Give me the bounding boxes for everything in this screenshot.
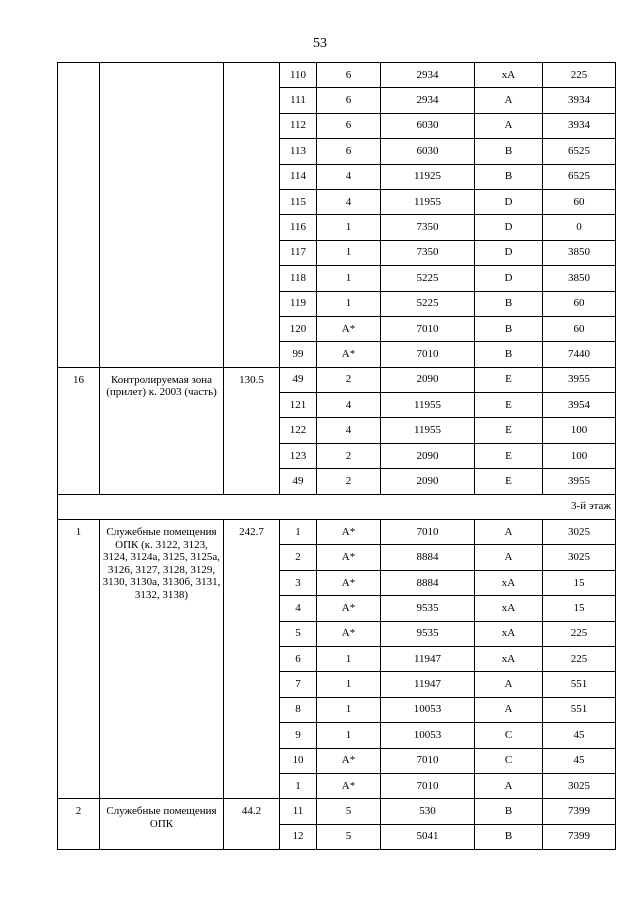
value-1-cell: 11925: [381, 164, 475, 189]
value-2-cell: 60: [543, 189, 616, 214]
zone-cell: С: [475, 748, 543, 773]
points-table: [57, 62, 616, 850]
value-2-cell: 45: [543, 748, 616, 773]
value-1-cell: 11947: [381, 672, 475, 697]
value-1-cell: 11955: [381, 189, 475, 214]
category-cell: 1: [317, 672, 381, 697]
value-2-cell: 3025: [543, 520, 616, 545]
zone-cell: В: [475, 164, 543, 189]
category-cell: 1: [317, 215, 381, 240]
value-2-cell: 3955: [543, 367, 616, 392]
point-number-cell: 49: [280, 367, 317, 392]
point-number-cell: 113: [280, 139, 317, 164]
point-number-cell: 2: [280, 545, 317, 570]
room-area: 44.2: [224, 799, 280, 850]
value-1-cell: 5225: [381, 291, 475, 316]
point-number-cell: 110: [280, 63, 317, 88]
value-1-cell: 2934: [381, 88, 475, 113]
zone-cell: А: [475, 88, 543, 113]
category-cell: 5: [317, 824, 381, 849]
zone-cell: хА: [475, 570, 543, 595]
value-1-cell: 10053: [381, 697, 475, 722]
value-2-cell: 60: [543, 316, 616, 341]
value-1-cell: 8884: [381, 545, 475, 570]
value-1-cell: 2934: [381, 63, 475, 88]
zone-cell: Е: [475, 367, 543, 392]
points-table-body: [58, 63, 616, 850]
category-cell: 2: [317, 443, 381, 468]
zone-cell: хА: [475, 596, 543, 621]
point-number-cell: 3: [280, 570, 317, 595]
value-2-cell: 6525: [543, 164, 616, 189]
zone-cell: А: [475, 697, 543, 722]
zone-cell: D: [475, 189, 543, 214]
point-number-cell: 11: [280, 799, 317, 824]
value-1-cell: 11955: [381, 418, 475, 443]
category-cell: 1: [317, 697, 381, 722]
point-number-cell: 122: [280, 418, 317, 443]
category-cell: 6: [317, 88, 381, 113]
category-cell: А*: [317, 316, 381, 341]
category-cell: А*: [317, 342, 381, 367]
point-number-cell: 8: [280, 697, 317, 722]
room-area: 130.5: [224, 367, 280, 494]
zone-cell: А: [475, 672, 543, 697]
value-1-cell: 530: [381, 799, 475, 824]
value-2-cell: 3934: [543, 88, 616, 113]
zone-cell: В: [475, 291, 543, 316]
category-cell: 1: [317, 291, 381, 316]
point-number-cell: 118: [280, 266, 317, 291]
floor-label: 3-й этаж: [58, 494, 616, 519]
value-1-cell: 8884: [381, 570, 475, 595]
table-row: [58, 63, 616, 88]
value-2-cell: 3025: [543, 773, 616, 798]
zone-cell: А: [475, 773, 543, 798]
value-2-cell: 3954: [543, 393, 616, 418]
value-2-cell: 551: [543, 697, 616, 722]
category-cell: 1: [317, 266, 381, 291]
category-cell: А*: [317, 596, 381, 621]
room-name: Служебные помещения ОПК (к. 3122, 3123, 3124, 3124а, 3125, 3125а, 3126, 3127, 3128, 3129, 3130, 3130а, 3130б, 3131, 3132, 3138): [100, 520, 224, 799]
value-1-cell: 7010: [381, 748, 475, 773]
value-2-cell: 3025: [543, 545, 616, 570]
zone-cell: А: [475, 545, 543, 570]
point-number-cell: 5: [280, 621, 317, 646]
value-2-cell: 3934: [543, 113, 616, 138]
value-2-cell: 60: [543, 291, 616, 316]
category-cell: 6: [317, 113, 381, 138]
room-number: 1: [58, 520, 100, 799]
room-number: 16: [58, 367, 100, 494]
zone-cell: В: [475, 824, 543, 849]
category-cell: А*: [317, 621, 381, 646]
zone-cell: А: [475, 113, 543, 138]
value-1-cell: 5041: [381, 824, 475, 849]
value-2-cell: 225: [543, 63, 616, 88]
category-cell: А*: [317, 545, 381, 570]
category-cell: 4: [317, 418, 381, 443]
category-cell: 6: [317, 63, 381, 88]
value-2-cell: 7440: [543, 342, 616, 367]
zone-cell: Е: [475, 469, 543, 494]
value-1-cell: 6030: [381, 113, 475, 138]
zone-cell: Е: [475, 443, 543, 468]
value-1-cell: 2090: [381, 367, 475, 392]
value-1-cell: 7350: [381, 215, 475, 240]
category-cell: 2: [317, 367, 381, 392]
zone-cell: С: [475, 723, 543, 748]
value-1-cell: 7010: [381, 342, 475, 367]
value-2-cell: 3850: [543, 240, 616, 265]
table-row: [58, 367, 616, 392]
category-cell: А*: [317, 570, 381, 595]
value-2-cell: 100: [543, 418, 616, 443]
point-number-cell: 4: [280, 596, 317, 621]
value-2-cell: 6525: [543, 139, 616, 164]
point-number-cell: 123: [280, 443, 317, 468]
category-cell: 6: [317, 139, 381, 164]
value-2-cell: 225: [543, 646, 616, 671]
category-cell: 5: [317, 799, 381, 824]
category-cell: А*: [317, 748, 381, 773]
value-2-cell: 15: [543, 596, 616, 621]
value-2-cell: 45: [543, 723, 616, 748]
room-area: [224, 63, 280, 368]
category-cell: 4: [317, 393, 381, 418]
point-number-cell: 10: [280, 748, 317, 773]
point-number-cell: 117: [280, 240, 317, 265]
value-2-cell: 15: [543, 570, 616, 595]
point-number-cell: 121: [280, 393, 317, 418]
zone-cell: D: [475, 266, 543, 291]
value-1-cell: 2090: [381, 469, 475, 494]
value-1-cell: 6030: [381, 139, 475, 164]
room-area: 242.7: [224, 520, 280, 799]
category-cell: 1: [317, 723, 381, 748]
value-2-cell: 551: [543, 672, 616, 697]
room-name: Служебные помещения ОПК: [100, 799, 224, 850]
point-number-cell: 115: [280, 189, 317, 214]
zone-cell: Е: [475, 418, 543, 443]
zone-cell: хА: [475, 63, 543, 88]
page-number: 53: [313, 36, 327, 51]
zone-cell: В: [475, 139, 543, 164]
point-number-cell: 120: [280, 316, 317, 341]
value-2-cell: 3850: [543, 266, 616, 291]
zone-cell: D: [475, 215, 543, 240]
floor-header-row: [58, 494, 616, 519]
table-row: [58, 520, 616, 545]
point-number-cell: 99: [280, 342, 317, 367]
category-cell: А*: [317, 773, 381, 798]
table-row: [58, 799, 616, 824]
point-number-cell: 7: [280, 672, 317, 697]
value-1-cell: 2090: [381, 443, 475, 468]
value-2-cell: 0: [543, 215, 616, 240]
value-1-cell: 9535: [381, 596, 475, 621]
room-name: [100, 63, 224, 368]
value-1-cell: 7010: [381, 316, 475, 341]
category-cell: 4: [317, 164, 381, 189]
value-2-cell: 7399: [543, 824, 616, 849]
point-number-cell: 1: [280, 520, 317, 545]
category-cell: 1: [317, 646, 381, 671]
point-number-cell: 9: [280, 723, 317, 748]
value-2-cell: 3955: [543, 469, 616, 494]
value-1-cell: 5225: [381, 266, 475, 291]
category-cell: А*: [317, 520, 381, 545]
room-name: Контролируемая зона (прилет) к. 2003 (часть): [100, 367, 224, 494]
value-1-cell: 11955: [381, 393, 475, 418]
zone-cell: хА: [475, 621, 543, 646]
room-number: 2: [58, 799, 100, 850]
point-number-cell: 12: [280, 824, 317, 849]
category-cell: 1: [317, 240, 381, 265]
value-1-cell: 7010: [381, 773, 475, 798]
category-cell: 2: [317, 469, 381, 494]
point-number-cell: 116: [280, 215, 317, 240]
point-number-cell: 6: [280, 646, 317, 671]
point-number-cell: 119: [280, 291, 317, 316]
zone-cell: Е: [475, 393, 543, 418]
zone-cell: А: [475, 520, 543, 545]
zone-cell: В: [475, 799, 543, 824]
value-2-cell: 100: [543, 443, 616, 468]
zone-cell: хА: [475, 646, 543, 671]
value-1-cell: 7010: [381, 520, 475, 545]
point-number-cell: 111: [280, 88, 317, 113]
zone-cell: D: [475, 240, 543, 265]
value-1-cell: 7350: [381, 240, 475, 265]
point-number-cell: 49: [280, 469, 317, 494]
value-2-cell: 7399: [543, 799, 616, 824]
value-2-cell: 225: [543, 621, 616, 646]
category-cell: 4: [317, 189, 381, 214]
value-1-cell: 10053: [381, 723, 475, 748]
point-number-cell: 112: [280, 113, 317, 138]
room-number: [58, 63, 100, 368]
point-number-cell: 114: [280, 164, 317, 189]
zone-cell: В: [475, 316, 543, 341]
point-number-cell: 1: [280, 773, 317, 798]
zone-cell: В: [475, 342, 543, 367]
value-1-cell: 9535: [381, 621, 475, 646]
value-1-cell: 11947: [381, 646, 475, 671]
